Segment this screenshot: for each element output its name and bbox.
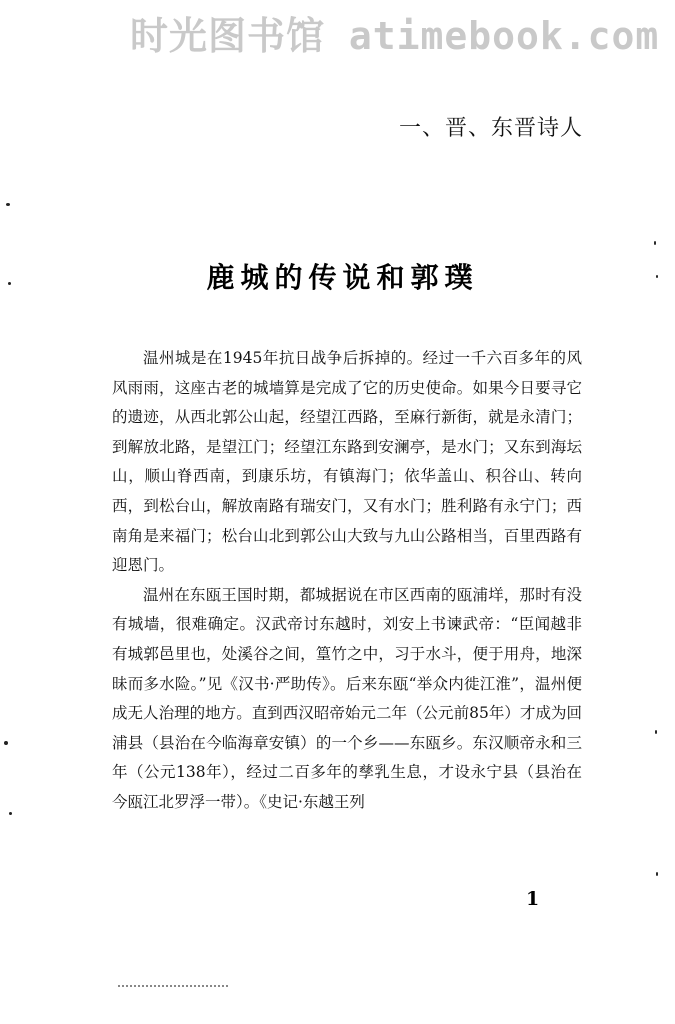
- scan-speck: [656, 872, 658, 876]
- paragraph-2: 温州在东瓯王国时期，都城据说在市区西南的瓯浦垟，那时有没有城墙，很难确定。汉武帝讨东越时，刘安上书谏武帝：“臣闻越非有城郭邑里也，处溪谷之间，篁竹之中，习于水斗，便于用舟，地深昧而多水险。”见《汉书·严助传》。后来东瓯“举众内徙江淮”，温州便成无人治理的地方。直到西汉昭帝始元二年（公元前85年）才成为回浦县（县治在今临海章安镇）的一个乡——东瓯乡。东汉顺帝永和三年（公元138年），经过二百多年的孳乳生息，才设永宁县（县治在今瓯江北罗浮一带）。《史记·东越王列: [112, 585, 582, 811]
- scan-speck: [9, 812, 12, 815]
- chapter-title: 鹿城的传说和郭璞: [206, 261, 479, 294]
- body-text: [112, 344, 582, 818]
- scan-speck: [4, 741, 8, 745]
- scan-dotted-line: [118, 985, 228, 991]
- scan-speck: [656, 275, 658, 278]
- page-number: 1: [526, 888, 540, 910]
- paragraph-1: 温州城是在1945年抗日战争后拆掉的。经过一千六百多年的风风雨雨，这座古老的城墙算是完成了它的历史使命。如果今日要寻它的遗迹，从西北郭公山起，经望江西路，至麻行新街，就是永清门；到解放北路，是望江门；经望江东路到安澜亭，是水门；又东到海坛山，顺山脊西南，到康乐坊，有镇海门；依华盖山、积谷山、转向西，到松台山，解放南路有瑞安门，又有水门；胜利路有永宁门；西南角是来福门；松台山北到郭公山大致与九山公路相当，百里西路有迎恩门。: [112, 349, 582, 575]
- scan-speck: [655, 730, 657, 734]
- scan-speck: [8, 282, 11, 285]
- section-heading: 一、晋、东晋诗人: [398, 116, 583, 141]
- scan-speck: [654, 241, 656, 245]
- watermark-text: 时光图书馆 atimebook.com: [130, 14, 660, 58]
- scan-speck: [6, 203, 10, 206]
